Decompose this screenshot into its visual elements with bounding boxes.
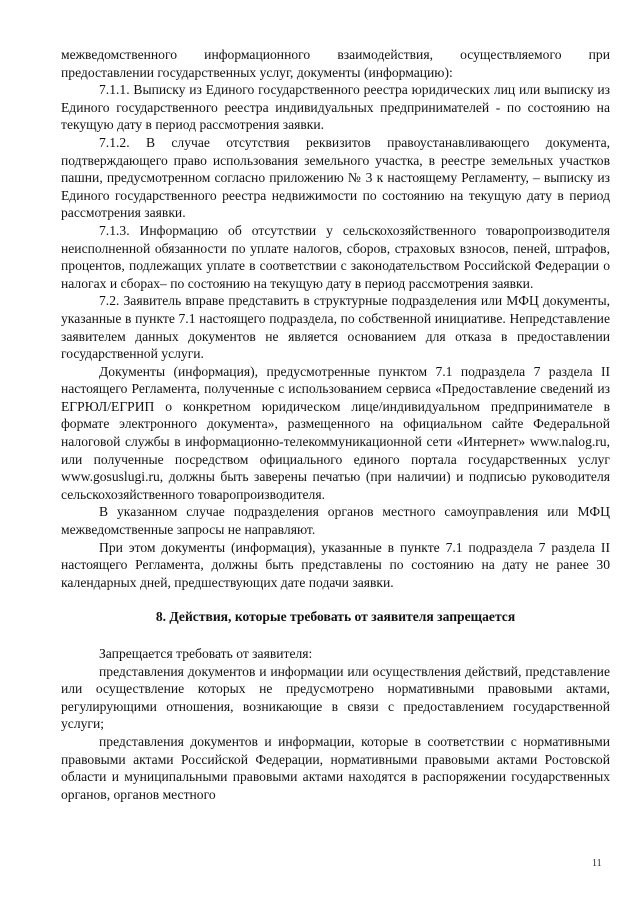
paragraph-prohibited-item-1: представления документов и информации или осуществления действий, представление или осуществление которых не предусмотрено нормативными правовыми актами, регулирующими отношения, возникающие в связи с предоставлением государственной услуги; bbox=[61, 663, 610, 732]
paragraph-30-days: При этом документы (информация), указанные в пункте 7.1 подраздела 7 раздела II настоящего Регламента, должны быть представлены по состоянию на дату не ранее 30 календарных дней, предшествующих дате подачи заявки. bbox=[61, 539, 610, 590]
document-page bbox=[61, 46, 610, 803]
paragraph-prohibited-intro: Запрещается требовать от заявителя: bbox=[99, 646, 313, 661]
paragraph-interagency-intro: межведомственного информационного взаимодействия, осуществляемого при предоставлении государственных услуг, документы (информацию): bbox=[61, 47, 610, 80]
page-number: 11 bbox=[592, 858, 602, 869]
paragraph-no-requests: В указанном случае подразделения органов местного самоуправления или МФЦ межведомственные запросы не направляют. bbox=[61, 504, 610, 538]
paragraph-7-1-3: 7.1.3. Информацию об отсутствии у сельскохозяйственного товаропроизводителя неисполненной обязанности по уплате налогов, сборов, страховых взносов, пеней, штрафов, процентов, подлежащих уплате в соответствии с законодательством Российской Федерации о налогах и сборах– по состоянию на текущую дату в период рассмотрения заявки. bbox=[61, 222, 610, 291]
paragraph-7-1-1: 7.1.1. Выписку из Единого государственного реестра юридических лиц или выписку из Единого государственного реестра индивидуальных предпринимателей - по состоянию на текущую дату в период рассмотрения заявки. bbox=[61, 82, 610, 133]
paragraph-7-2: 7.2. Заявитель вправе представить в структурные подразделения или МФЦ документы, указанные в пункте 7.1 настоящего подраздела, по собственной инициативе. Непредставление заявителем данных документов не является основанием для отказа в предоставлении государственной услуги. bbox=[61, 293, 610, 362]
paragraph-7-1-2: 7.1.2. В случае отсутствия реквизитов правоустанавливающего документа, подтверждающего право использования земельного участка, в реестре земельных участков пашни, предусмотренном согласно приложению № 3 к настоящему Регламенту, – выписку из Единого государственного реестра недвижимости по состоянию на текущую дату в период рассмотрения заявки. bbox=[61, 134, 610, 221]
paragraph-prohibited-item-2: представления документов и информации, которые в соответствии с нормативными правовыми актами Российской Федерации, нормативными правовыми актами Ростовской области и муниципальными правовыми актами находятся в распоряжении государственных органов, органов местного bbox=[61, 733, 610, 802]
section-heading: 8. Действия, которые требовать от заявителя запрещается bbox=[155, 609, 516, 625]
paragraph-documents-info: Документы (информация), предусмотренные пунктом 7.1 подраздела 7 раздела II настоящего Регламента, полученные с использованием сервиса «Предоставление сведений из ЕГРЮЛ/ЕГРИП о конкретном юридическом лице/индивидуальном предпринимателе в формате электронного документа», размещенного на официальном сайте Федеральной налоговой службы в информационно-телекоммуникационной сети «Интернет» www.nalog.ru, или полученные посредством официального единого портала государственных услуг www.gosuslugi.ru, должны быть заверены печатью (при наличии) и подписью руководителя сельскохозяйственного товаропроизводителя. bbox=[61, 363, 610, 502]
